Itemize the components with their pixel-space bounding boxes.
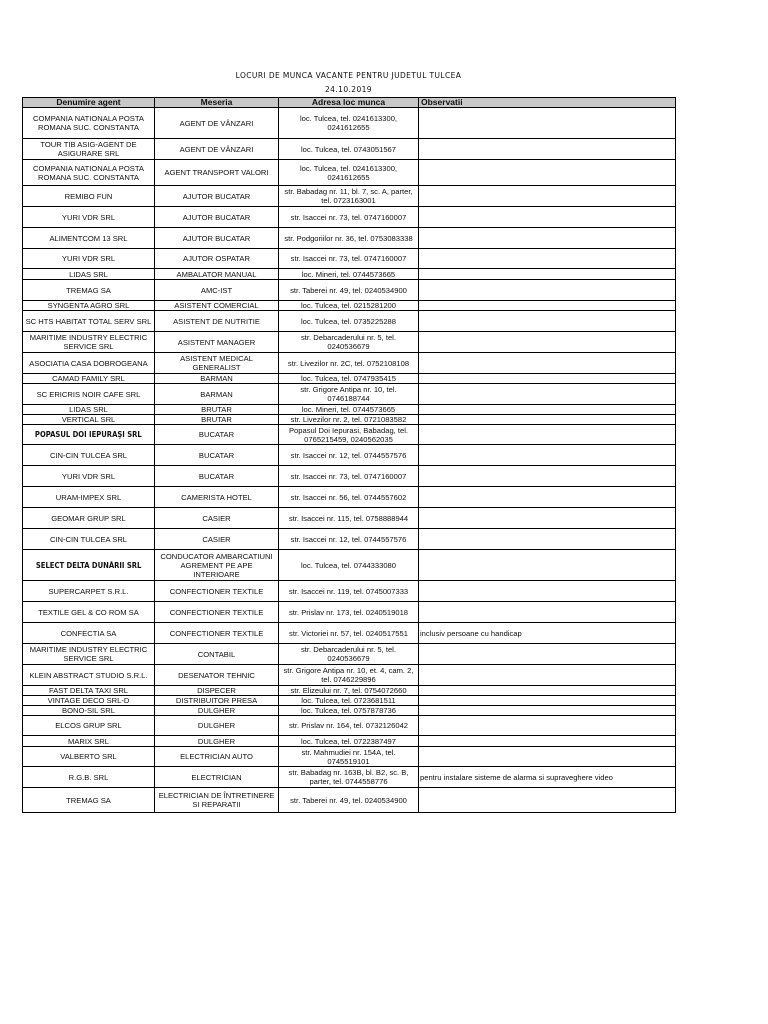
cell-agent: SC HTS HABITAT TOTAL SERV SRL bbox=[23, 311, 155, 332]
table-row bbox=[23, 139, 676, 160]
cell-agent: MARITIME INDUSTRY ELECTRIC SERVICE SRL bbox=[23, 332, 155, 353]
cell-observatii bbox=[419, 269, 676, 280]
cell-agent: CONFECTIA SA bbox=[23, 623, 155, 644]
table-row bbox=[23, 301, 676, 311]
table-row bbox=[23, 508, 676, 529]
cell-adresa: str. Isaccei nr. 73, tel. 0747160007 bbox=[279, 207, 419, 228]
table-row bbox=[23, 706, 676, 716]
header-adresa: Adresa loc munca bbox=[279, 98, 419, 108]
cell-agent: ELCOS GRUP SRL bbox=[23, 716, 155, 736]
cell-adresa: str. Taberei nr. 49, tel. 0240534900 bbox=[279, 280, 419, 301]
cell-agent: TREMAG SA bbox=[23, 788, 155, 813]
cell-meseria: CONFECTIONER TEXTILE bbox=[155, 602, 279, 623]
cell-observatii bbox=[419, 374, 676, 384]
cell-agent: REMIBO FUN bbox=[23, 186, 155, 207]
cell-agent: YURI VDR SRL bbox=[23, 249, 155, 269]
cell-observatii bbox=[419, 665, 676, 686]
table-header-row bbox=[23, 98, 676, 108]
cell-observatii bbox=[419, 644, 676, 665]
cell-meseria: ELECTRICIAN AUTO bbox=[155, 747, 279, 767]
cell-meseria: ASISTENT COMERCIAL bbox=[155, 301, 279, 311]
vacancies-table bbox=[22, 97, 676, 813]
header-observatii: Observatii bbox=[419, 98, 676, 108]
table-row bbox=[23, 186, 676, 207]
cell-observatii bbox=[419, 405, 676, 415]
table-row bbox=[23, 466, 676, 487]
cell-agent: VERTICAL SRL bbox=[23, 415, 155, 425]
cell-adresa: loc. Tulcea, tel. 0744333080 bbox=[279, 550, 419, 581]
cell-agent: CIN-CIN TULCEA SRL bbox=[23, 529, 155, 550]
cell-adresa: str. Mahmudiei nr. 154A, tel. 0745519101 bbox=[279, 747, 419, 767]
cell-observatii bbox=[419, 602, 676, 623]
cell-meseria: DULGHER bbox=[155, 716, 279, 736]
cell-meseria: BARMAN bbox=[155, 384, 279, 405]
cell-adresa: loc. Tulcea, tel. 0241613300, 0241612655 bbox=[279, 108, 419, 139]
table-row bbox=[23, 249, 676, 269]
cell-meseria: CONFECTIONER TEXTILE bbox=[155, 581, 279, 602]
table-row bbox=[23, 487, 676, 508]
cell-observatii bbox=[419, 686, 676, 696]
table-row bbox=[23, 767, 676, 788]
cell-meseria: AJUTOR OSPATAR bbox=[155, 249, 279, 269]
cell-adresa: str. Podgoriilor nr. 36, tel. 0753083338 bbox=[279, 228, 419, 249]
cell-observatii bbox=[419, 353, 676, 374]
cell-agent: KLEIN ABSTRACT STUDIO S.R.L. bbox=[23, 665, 155, 686]
cell-agent: CIN-CIN TULCEA SRL bbox=[23, 445, 155, 466]
cell-agent: FAST DELTA TAXI SRL bbox=[23, 686, 155, 696]
cell-meseria: ASISTENT MANAGER bbox=[155, 332, 279, 353]
cell-agent: YURI VDR SRL bbox=[23, 466, 155, 487]
cell-agent-text: POPASUL DOI IEPURAŞI SRL bbox=[35, 430, 142, 439]
cell-agent: SUPERCARPET S.R.L. bbox=[23, 581, 155, 602]
cell-observatii bbox=[419, 160, 676, 186]
table-row bbox=[23, 405, 676, 415]
cell-meseria: AGENT DE VÂNZARI bbox=[155, 108, 279, 139]
cell-observatii bbox=[419, 384, 676, 405]
cell-agent: TREMAG SA bbox=[23, 280, 155, 301]
cell-adresa: str. Debarcaderului nr. 5, tel. 0240536679 bbox=[279, 644, 419, 665]
cell-meseria: AJUTOR BUCATAR bbox=[155, 207, 279, 228]
cell-observatii bbox=[419, 487, 676, 508]
cell-observatii bbox=[419, 301, 676, 311]
cell-agent: R.G.B. SRL bbox=[23, 767, 155, 788]
table-row bbox=[23, 623, 676, 644]
cell-observatii bbox=[419, 332, 676, 353]
table-row bbox=[23, 696, 676, 706]
cell-adresa: loc. Tulcea, tel. 0747935415 bbox=[279, 374, 419, 384]
cell-agent: LIDAS SRL bbox=[23, 269, 155, 280]
table-row bbox=[23, 686, 676, 696]
cell-meseria: DULGHER bbox=[155, 736, 279, 747]
cell-observatii bbox=[419, 108, 676, 139]
cell-adresa: str. Isaccei nr. 12, tel. 0744557576 bbox=[279, 529, 419, 550]
table-row bbox=[23, 280, 676, 301]
cell-agent: COMPANIA NATIONALA POSTA ROMANA SUC. CONSTANTA bbox=[23, 108, 155, 139]
cell-agent: GEOMAR GRUP SRL bbox=[23, 508, 155, 529]
cell-meseria: ASISTENT MEDICAL GENERALIST bbox=[155, 353, 279, 374]
cell-observatii bbox=[419, 716, 676, 736]
cell-adresa: str. Prislav nr. 164, tel. 0732126042 bbox=[279, 716, 419, 736]
cell-adresa: str. Babadag nr. 163B, bl. B2, sc. B, parter, tel. 0744558776 bbox=[279, 767, 419, 788]
table-row bbox=[23, 644, 676, 665]
table-body bbox=[23, 108, 676, 813]
cell-meseria: DISTRIBUITOR PRESA bbox=[155, 696, 279, 706]
cell-observatii bbox=[419, 788, 676, 813]
table-row bbox=[23, 374, 676, 384]
cell-meseria: AMC-IST bbox=[155, 280, 279, 301]
table-row bbox=[23, 207, 676, 228]
cell-observatii bbox=[419, 228, 676, 249]
cell-adresa: str. Debarcaderului nr. 5, tel. 0240536679 bbox=[279, 332, 419, 353]
cell-adresa: str. Isaccei nr. 56, tel. 0744557602 bbox=[279, 487, 419, 508]
cell-meseria: CAMERISTA HOTEL bbox=[155, 487, 279, 508]
cell-agent: MARIX SRL bbox=[23, 736, 155, 747]
cell-meseria: BUCATAR bbox=[155, 425, 279, 445]
cell-adresa: loc. Tulcea, tel. 0215281200 bbox=[279, 301, 419, 311]
cell-meseria: AMBALATOR MANUAL bbox=[155, 269, 279, 280]
cell-meseria: CASIER bbox=[155, 508, 279, 529]
cell-observatii: inclusiv persoane cu handicap bbox=[419, 623, 676, 644]
table-row bbox=[23, 736, 676, 747]
cell-agent bbox=[23, 550, 155, 581]
cell-observatii bbox=[419, 550, 676, 581]
cell-meseria: ELECTRICIAN DE ÎNTRETINERE SI REPARATII bbox=[155, 788, 279, 813]
cell-adresa: str. Livezilor nr. 2, tel. 0721083582 bbox=[279, 415, 419, 425]
cell-adresa: str. Isaccei nr. 12, tel. 0744557576 bbox=[279, 445, 419, 466]
cell-agent: YURI VDR SRL bbox=[23, 207, 155, 228]
cell-adresa: loc. Mineri, tel. 0744573665 bbox=[279, 269, 419, 280]
cell-meseria: ASISTENT DE NUTRITIE bbox=[155, 311, 279, 332]
cell-meseria: DULGHER bbox=[155, 706, 279, 716]
cell-meseria: CASIER bbox=[155, 529, 279, 550]
cell-meseria: AGENT TRANSPORT VALORI bbox=[155, 160, 279, 186]
cell-meseria: CONTABIL bbox=[155, 644, 279, 665]
cell-meseria: BUCATAR bbox=[155, 466, 279, 487]
cell-meseria: DISPECER bbox=[155, 686, 279, 696]
cell-adresa: str. Isaccei nr. 119, tel. 0745007333 bbox=[279, 581, 419, 602]
cell-adresa: loc. Tulcea, tel. 0757878736 bbox=[279, 706, 419, 716]
cell-adresa: str. Livezilor nr. 2C, tel. 0752108108 bbox=[279, 353, 419, 374]
table-row bbox=[23, 384, 676, 405]
cell-observatii bbox=[419, 581, 676, 602]
cell-meseria: AGENT DE VÂNZARI bbox=[155, 139, 279, 160]
cell-adresa: loc. Tulcea, tel. 0722387497 bbox=[279, 736, 419, 747]
cell-adresa: str. Isaccei nr. 115, tel. 0758888944 bbox=[279, 508, 419, 529]
cell-meseria: BRUTAR bbox=[155, 405, 279, 415]
cell-agent: ASOCIATIA CASA DOBROGEANA bbox=[23, 353, 155, 374]
cell-adresa: str. Prislav nr. 173, tel. 0240519018 bbox=[279, 602, 419, 623]
table-row bbox=[23, 788, 676, 813]
cell-agent-text: SELECT DELTA DUNĂRII SRL bbox=[35, 560, 142, 570]
cell-meseria: BRUTAR bbox=[155, 415, 279, 425]
cell-adresa: str. Victoriei nr. 57, tel. 0240517551 bbox=[279, 623, 419, 644]
table-row bbox=[23, 332, 676, 353]
cell-meseria: AJUTOR BUCATAR bbox=[155, 228, 279, 249]
cell-adresa: str. Elizeului nr. 7, tel. 0754072660 bbox=[279, 686, 419, 696]
cell-agent: ALIMENTCOM 13 SRL bbox=[23, 228, 155, 249]
table-row bbox=[23, 550, 676, 581]
table-row bbox=[23, 108, 676, 139]
cell-meseria: CONDUCATOR AMBARCATIUNI AGREMENT PE APE INTERIOARE bbox=[155, 550, 279, 581]
cell-observatii bbox=[419, 445, 676, 466]
cell-adresa: loc. Mineri, tel. 0744573665 bbox=[279, 405, 419, 415]
cell-observatii bbox=[419, 186, 676, 207]
table-row bbox=[23, 529, 676, 550]
header-agent: Denumire agent bbox=[23, 98, 155, 108]
cell-observatii bbox=[419, 706, 676, 716]
table-row bbox=[23, 160, 676, 186]
cell-agent: SC ERICRIS NOIR CAFE SRL bbox=[23, 384, 155, 405]
cell-agent: URAM-IMPEX SRL bbox=[23, 487, 155, 508]
cell-observatii bbox=[419, 207, 676, 228]
cell-observatii bbox=[419, 425, 676, 445]
cell-agent: SYNGENTA AGRO SRL bbox=[23, 301, 155, 311]
cell-adresa: str. Babadag nr. 11, bl. 7, sc. A, parter, tel. 0723163001 bbox=[279, 186, 419, 207]
cell-meseria: CONFECTIONER TEXTILE bbox=[155, 623, 279, 644]
cell-agent bbox=[23, 425, 155, 445]
cell-meseria: AJUTOR BUCATAR bbox=[155, 186, 279, 207]
cell-observatii bbox=[419, 696, 676, 706]
cell-adresa: loc. Tulcea, tel. 0723681511 bbox=[279, 696, 419, 706]
cell-agent: VINTAGE DECO SRL-D bbox=[23, 696, 155, 706]
cell-adresa: str. Grigore Antipa nr. 10, et. 4, cam. 2, tel. 0746229896 bbox=[279, 665, 419, 686]
cell-observatii bbox=[419, 415, 676, 425]
cell-observatii bbox=[419, 736, 676, 747]
table-row bbox=[23, 716, 676, 736]
cell-observatii bbox=[419, 466, 676, 487]
cell-adresa: loc. Tulcea, tel. 0241613300, 0241612655 bbox=[279, 160, 419, 186]
cell-agent: VALBERTO SRL bbox=[23, 747, 155, 767]
table-row bbox=[23, 353, 676, 374]
cell-agent: BONO-SIL SRL bbox=[23, 706, 155, 716]
cell-meseria: DESENATOR TEHNIC bbox=[155, 665, 279, 686]
cell-adresa: str. Taberei nr. 49, tel. 0240534900 bbox=[279, 788, 419, 813]
cell-meseria: BUCATAR bbox=[155, 445, 279, 466]
cell-meseria: ELECTRICIAN bbox=[155, 767, 279, 788]
cell-agent: COMPANIA NATIONALA POSTA ROMANA SUC. CONSTANTA bbox=[23, 160, 155, 186]
table-row bbox=[23, 747, 676, 767]
table-row bbox=[23, 228, 676, 249]
header-meseria: Meseria bbox=[155, 98, 279, 108]
cell-observatii bbox=[419, 249, 676, 269]
cell-observatii bbox=[419, 529, 676, 550]
cell-agent: TOUR TIB ASIG-AGENT DE ASIGURARE SRL bbox=[23, 139, 155, 160]
cell-agent: TEXTILE GEL & CO ROM SA bbox=[23, 602, 155, 623]
table-row bbox=[23, 602, 676, 623]
cell-observatii bbox=[419, 311, 676, 332]
cell-adresa: str. Isaccei nr. 73, tel. 0747160007 bbox=[279, 249, 419, 269]
cell-agent: LIDAS SRL bbox=[23, 405, 155, 415]
cell-adresa: str. Grigore Antipa nr. 10, tel. 0746188744 bbox=[279, 384, 419, 405]
cell-adresa: str. Isaccei nr. 73, tel. 0747160007 bbox=[279, 466, 419, 487]
cell-agent: MARITIME INDUSTRY ELECTRIC SERVICE SRL bbox=[23, 644, 155, 665]
table-row bbox=[23, 445, 676, 466]
table-row bbox=[23, 581, 676, 602]
cell-observatii bbox=[419, 508, 676, 529]
table-row bbox=[23, 269, 676, 280]
cell-adresa: Popasul Doi Iepurasi, Babadag, tel. 0765215459, 0240562035 bbox=[279, 425, 419, 445]
cell-observatii bbox=[419, 139, 676, 160]
page-date: 24.10.2019 bbox=[325, 85, 372, 94]
cell-agent: CAMAD FAMILY SRL bbox=[23, 374, 155, 384]
cell-meseria: BARMAN bbox=[155, 374, 279, 384]
table-row bbox=[23, 665, 676, 686]
table-row bbox=[23, 425, 676, 445]
page-title: LOCURI DE MUNCA VACANTE PENTRU JUDETUL TULCEA bbox=[235, 71, 462, 80]
cell-observatii: pentru instalare sisteme de alarma si supraveghere video bbox=[419, 767, 676, 788]
cell-adresa: loc. Tulcea, tel. 0743051567 bbox=[279, 139, 419, 160]
table-row bbox=[23, 311, 676, 332]
cell-adresa: loc. Tulcea, tel. 0735225288 bbox=[279, 311, 419, 332]
cell-observatii bbox=[419, 747, 676, 767]
table-row bbox=[23, 415, 676, 425]
cell-observatii bbox=[419, 280, 676, 301]
